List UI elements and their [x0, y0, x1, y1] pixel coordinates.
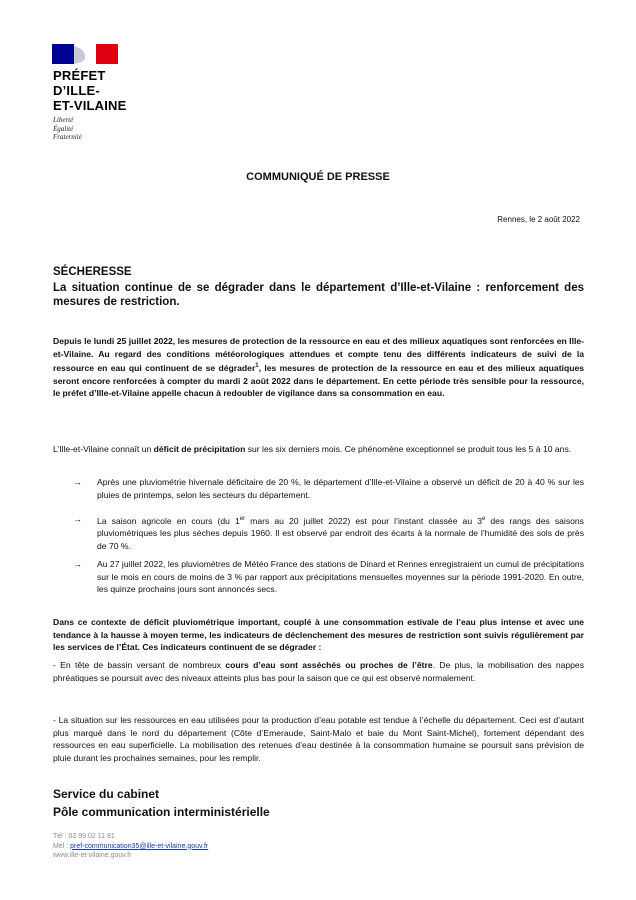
bullet2-text-a: La saison agricole en cours (du 1 — [97, 515, 240, 526]
republic-motto — [53, 116, 82, 142]
contact-phone: Tél : 02 99 02 11 81 — [53, 833, 115, 840]
intro-paragraph — [53, 335, 584, 400]
bullet-text: Au 27 juillet 2022, les pluviomètres de Météo France des stations de Dinard et Rennes enregistraient un cumul de précipitations sur le mois en cours de moins de 3 % par rapport aux précipitations mensuelles moyennes sur la période 1991-2020. En outre, les quinze prochains jours sont annoncés secs. — [97, 559, 584, 595]
footer-service: Service du cabinet — [53, 787, 160, 801]
dash1-text-a: - En tête de bassin versant de nombreux — [53, 660, 226, 670]
dash1-bold: cours d’eau sont asséchés ou proches de l’être — [225, 660, 433, 670]
heading-subject: SÉCHERESSE — [53, 266, 132, 278]
bullet-item — [73, 558, 584, 596]
motto-line: Égalité — [53, 124, 74, 133]
contact-email-label: Mél : — [53, 842, 71, 850]
dash-item — [53, 659, 584, 684]
marianne-logo — [52, 44, 118, 64]
footer-pole: Pôle communication interministérielle — [53, 805, 270, 819]
context-paragraph: Dans ce contexte de déficit pluviométrique important, couplé à une consommation estivale de l’eau plus intense et avec une tendance à la hausse à moyen terme, les indicateurs de déclenchement des mesures de restriction sont suivis régulièrement par les services de l’État. Ces indicateurs continuent de se dégrader : — [53, 617, 584, 653]
bullet-text — [97, 513, 584, 553]
p1-bold: déficit de précipitation — [153, 444, 246, 454]
heading-main: La situation continue de se dégrader dans le département d’Ille-et-Vilaine : renforcement des mesures de restriction. — [53, 282, 584, 308]
p1-text-a: L’Ille-et-Vilaine connaît un — [53, 444, 154, 454]
prefecture-name — [53, 68, 127, 113]
arrow-right-icon: → — [73, 559, 82, 569]
document-title: COMMUNIQUÉ DE PRESSE — [246, 171, 390, 183]
logo-blue-band — [52, 44, 74, 64]
contact-block — [53, 832, 208, 861]
motto-line: Fraternité — [53, 133, 82, 141]
prefecture-line: D’ILLE- — [53, 83, 100, 98]
bullet2-text-b: mars au 20 juillet 2022) est pour l’instant classée au 3 — [245, 515, 482, 526]
contact-email-link[interactable]: pref-communication35@ille-et-vilaine.gouv.fr — [70, 842, 209, 850]
dash1-text-b: . De plus, la mobilisation des nappes phréatiques se poursuit avec des niveaux atteints plus bas pour la saison que ce qui est observé normalement. — [53, 660, 585, 683]
bullet2-text-c: des rangs des saisons pluviométriques les plus sèches depuis 1960. Il est observé par endroit des écarts à la normale de l’humidité des sols de près de 70 %. — [97, 515, 584, 552]
bullet-text: Après une pluviométrie hivernale déficitaire de 20 %, le département d’Ille-et-Vilaine a observé un déficit de 20 à 40 % sur les pluies de printemps, selon les secteurs du département. — [97, 477, 584, 500]
p1-text-b: sur les six derniers mois. Ce phénomène exceptionnel se produit tous les 5 à 10 ans. — [245, 444, 572, 454]
bullet2-sup-e: e — [481, 516, 486, 522]
bullet2-sup-er: er — [239, 516, 246, 522]
precipitation-paragraph — [53, 443, 584, 456]
document-date: Rennes, le 2 août 2022 — [497, 215, 580, 224]
contact-website[interactable]: www.ille-et-vilaine.gouv.fr — [53, 852, 132, 860]
bullet-item — [73, 476, 584, 501]
prefecture-line: ET-VILAINE — [53, 98, 127, 113]
dash-item: - La situation sur les ressources en eau utilisées pour la production d’eau potable est tendue à l’échelle du département. Ceci est d’autant plus marqué dans le nord du département (Côte d’Emeraude, Saint-Malo et baie du Mont Saint-Michel), fortement dépendant des ressources en eau superficielle. La mobilisation des retenues d’eau destinée à la consommation humaine se poursuit sans prévision de pluie durant les prochaines semaines, pour les remplir. — [53, 715, 584, 763]
bullet-item — [73, 513, 584, 553]
motto-line: Liberté — [53, 116, 74, 124]
footnote-ref: 1 — [255, 363, 259, 370]
logo-red-band — [96, 44, 118, 64]
arrow-right-icon: → — [73, 477, 82, 487]
arrow-right-icon: → — [73, 514, 82, 524]
contact-email-line — [53, 842, 208, 852]
prefecture-line: PRÉFET — [53, 68, 106, 83]
intro-text-b: , les mesures de protection de la ressource en eau et des milieux aquatiques seront encore renforcées à compter du mardi 2 août 2022 dans le département. En cette période très sensible pour la ressource, le préfet d’Ille-et-Vilaine appelle chacun à redoubler de vigilance dans sa consommation en eau. — [53, 363, 584, 399]
intro-text-a: Depuis le lundi 25 juillet 2022, les mesures de protection de la ressource en eau et des milieux aquatiques sont renforcées en Ille-et-Vilaine. Au regard des conditions météorologiques attendues et compte tenu des différents indicateurs de suivi de la ressource en eau qui continuent de se dégrader — [53, 336, 584, 374]
